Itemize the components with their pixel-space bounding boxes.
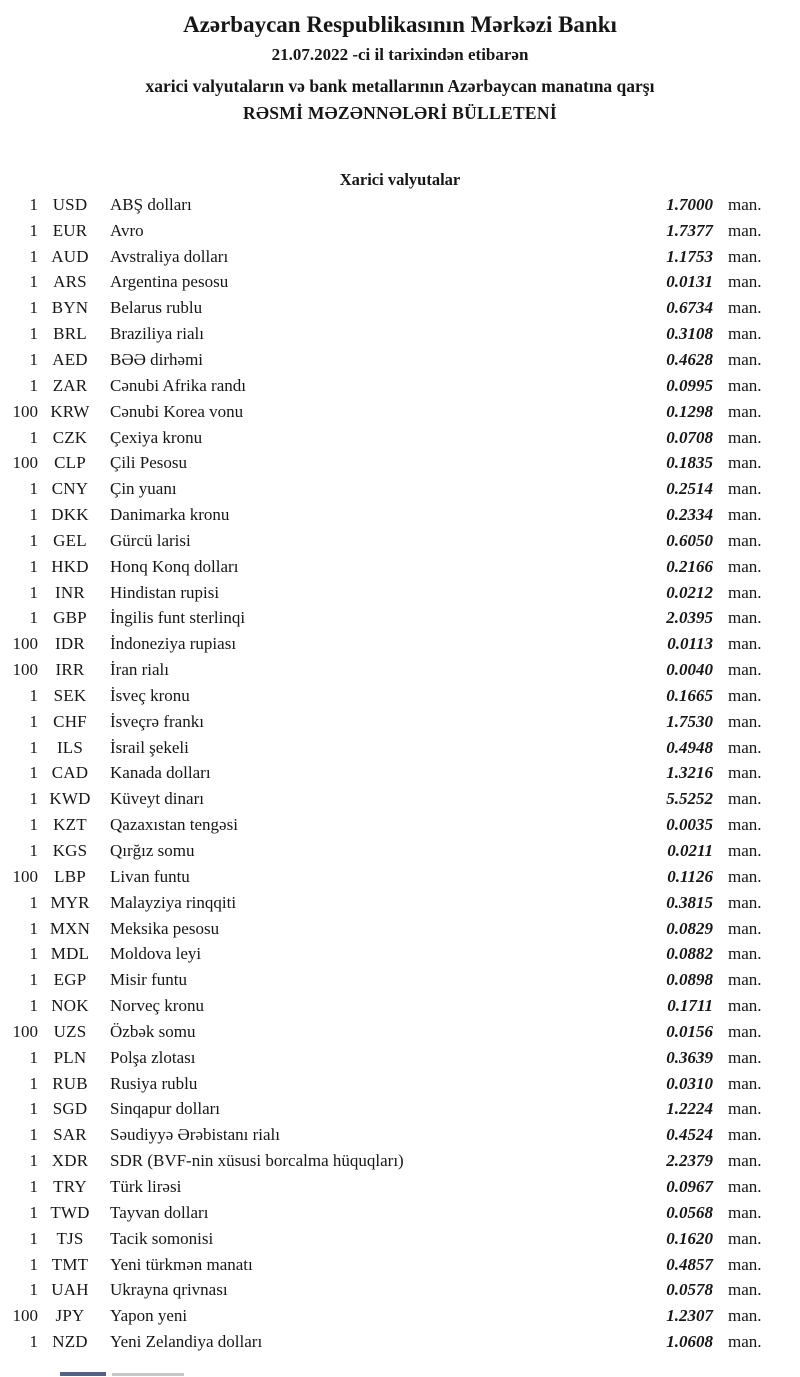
rate-value-cell: 0.6734 (666, 298, 713, 318)
currency-name-cell: Avstraliya dolları (110, 246, 229, 266)
currency-name-cell: SDR (BVF-nin xüsusi borcalma hüquqları) (110, 1151, 404, 1171)
quantity-cell: 1 (29, 1047, 38, 1067)
unit-cell: man. (728, 427, 762, 447)
rate-value-cell: 1.7000 (666, 194, 713, 214)
table-row (0, 1226, 768, 1252)
table-row (0, 244, 768, 270)
quantity-cell: 1 (29, 479, 38, 499)
page-bottom-cutoff-fragment (60, 1372, 106, 1376)
currency-name-cell: Yeni türkmən manatı (110, 1254, 253, 1274)
unit-cell: man. (728, 1073, 762, 1093)
currency-code-cell: EGP (53, 970, 87, 990)
rate-value-cell: 0.3639 (666, 1047, 713, 1067)
table-row (0, 425, 768, 451)
currency-code-cell: CLP (54, 453, 86, 473)
quantity-cell: 1 (29, 1151, 38, 1171)
rate-value-cell: 0.1126 (667, 866, 713, 886)
table-row (0, 967, 768, 993)
section-title-foreign-currencies: Xarici valyutalar (339, 170, 461, 189)
currency-code-cell: AUD (51, 246, 89, 266)
currency-code-cell: KRW (50, 401, 90, 421)
unit-cell: man. (728, 1306, 762, 1326)
unit-cell: man. (728, 194, 762, 214)
rate-value-cell: 0.0212 (666, 582, 713, 602)
currency-name-cell: Meksika pesosu (110, 918, 220, 938)
currency-name-cell: Rusiya rublu (110, 1073, 198, 1093)
currency-name-cell: Çin yuanı (110, 479, 177, 499)
currency-name-cell: Ukrayna qrivnası (110, 1280, 228, 1300)
unit-cell: man. (728, 711, 762, 731)
unit-cell: man. (728, 556, 762, 576)
currency-name-cell: Yeni Zelandiya dolları (110, 1332, 263, 1352)
quantity-cell: 1 (29, 841, 38, 861)
currency-code-cell: MDL (50, 944, 90, 964)
unit-cell: man. (728, 1125, 762, 1145)
unit-cell: man. (728, 1202, 762, 1222)
currency-code-cell: CNY (51, 479, 89, 499)
currency-code-cell: TJS (56, 1228, 84, 1248)
unit-cell: man. (728, 1228, 762, 1248)
currency-code-cell: KGS (52, 841, 88, 861)
rate-value-cell: 0.1835 (666, 453, 713, 473)
rate-value-cell: 0.0310 (666, 1073, 713, 1093)
table-row (0, 450, 768, 476)
table-row (0, 786, 768, 812)
currency-code-cell: SEK (53, 685, 87, 705)
currency-name-cell: Gürcü larisi (110, 530, 191, 550)
table-row (0, 916, 768, 942)
currency-name-cell: Moldova leyi (110, 944, 202, 964)
currency-name-cell: Tayvan dolları (110, 1202, 209, 1222)
currency-code-cell: MYR (50, 892, 90, 912)
unit-cell: man. (728, 453, 762, 473)
rate-value-cell: 1.0608 (666, 1332, 713, 1352)
quantity-cell: 1 (29, 970, 38, 990)
quantity-cell: 1 (29, 918, 38, 938)
currency-code-cell: DKK (51, 505, 89, 525)
currency-code-cell: JPY (55, 1306, 85, 1326)
table-row (0, 1174, 768, 1200)
currency-name-cell: Malayziya rinqqiti (110, 892, 237, 912)
currency-name-cell: İndoneziya rupiası (110, 634, 237, 654)
currency-name-cell: Norveç kronu (110, 996, 204, 1016)
quantity-cell: 1 (29, 1125, 38, 1145)
quantity-cell: 1 (29, 944, 38, 964)
currency-code-cell: GBP (53, 608, 87, 628)
table-row (0, 580, 768, 606)
quantity-cell: 1 (29, 1332, 38, 1352)
unit-cell: man. (728, 220, 762, 240)
unit-cell: man. (728, 970, 762, 990)
currency-name-cell: Özbək somu (110, 1021, 196, 1041)
rate-value-cell: 0.0156 (666, 1021, 713, 1041)
quantity-cell: 1 (29, 246, 38, 266)
rate-value-cell: 0.4948 (666, 737, 713, 757)
table-row (0, 399, 768, 425)
currency-code-cell: SAR (53, 1125, 87, 1145)
unit-cell: man. (728, 996, 762, 1016)
table-row (0, 683, 768, 709)
unit-cell: man. (728, 375, 762, 395)
unit-cell: man. (728, 634, 762, 654)
unit-cell: man. (728, 685, 762, 705)
quantity-cell: 1 (29, 556, 38, 576)
unit-cell: man. (728, 298, 762, 318)
rate-value-cell: 0.6050 (666, 530, 713, 550)
currency-name-cell: Misir funtu (110, 970, 187, 990)
table-row (0, 1097, 768, 1123)
currency-name-cell: Livan funtu (110, 866, 190, 886)
rate-value-cell: 0.0882 (666, 944, 713, 964)
rate-value-cell: 0.0035 (666, 815, 713, 835)
rate-value-cell: 0.2514 (666, 479, 713, 499)
currency-name-cell: ABŞ dolları (110, 194, 192, 214)
currency-code-cell: TWD (50, 1202, 90, 1222)
unit-cell: man. (728, 608, 762, 628)
quantity-cell: 100 (12, 453, 38, 473)
rate-value-cell: 1.7377 (666, 220, 713, 240)
quantity-cell: 100 (12, 634, 38, 654)
table-row (0, 1303, 768, 1329)
currency-name-cell: Kanada dolları (110, 763, 211, 783)
table-row (0, 192, 768, 218)
table-row (0, 502, 768, 528)
currency-code-cell: HKD (51, 556, 89, 576)
currency-code-cell: IRR (55, 660, 85, 680)
unit-cell: man. (728, 1254, 762, 1274)
currency-code-cell: USD (52, 194, 88, 214)
table-row (0, 528, 768, 554)
quantity-cell: 100 (12, 660, 38, 680)
currency-code-cell: EUR (52, 220, 88, 240)
currency-name-cell: Yapon yeni (110, 1306, 188, 1326)
quantity-cell: 1 (29, 349, 38, 369)
table-row (0, 1045, 768, 1071)
table-row (0, 709, 768, 735)
table-row (0, 890, 768, 916)
currency-name-cell: Polşa zlotası (110, 1047, 196, 1067)
currency-code-cell: KZT (53, 815, 87, 835)
unit-cell: man. (728, 660, 762, 680)
currency-code-cell: CAD (51, 763, 89, 783)
rate-value-cell: 0.0829 (666, 918, 713, 938)
bank-title: Azərbaycan Respublikasının Mərkəzi Bankı (183, 12, 617, 37)
unit-cell: man. (728, 866, 762, 886)
currency-name-cell: Çili Pesosu (110, 453, 187, 473)
quantity-cell: 1 (29, 1073, 38, 1093)
quantity-cell: 1 (29, 815, 38, 835)
currency-code-cell: INR (55, 582, 85, 602)
currency-name-cell: Hindistan rupisi (110, 582, 220, 602)
currency-name-cell: Çexiya kronu (110, 427, 203, 447)
quantity-cell: 1 (29, 1228, 38, 1248)
quantity-cell: 1 (29, 220, 38, 240)
currency-code-cell: ARS (53, 272, 87, 292)
currency-code-cell: NOK (51, 996, 89, 1016)
currency-name-cell: Qırğız somu (110, 841, 195, 861)
table-row (0, 218, 768, 244)
rate-value-cell: 0.0211 (667, 841, 713, 861)
currency-name-cell: Qazaxıstan tengəsi (110, 815, 238, 835)
currency-code-cell: ZAR (52, 375, 88, 395)
unit-cell: man. (728, 324, 762, 344)
rate-value-cell: 0.4524 (666, 1125, 713, 1145)
unit-cell: man. (728, 944, 762, 964)
rate-value-cell: 0.0995 (666, 375, 713, 395)
currency-name-cell: Küveyt dinarı (110, 789, 204, 809)
unit-cell: man. (728, 1332, 762, 1352)
unit-cell: man. (728, 1176, 762, 1196)
currency-code-cell: TMT (51, 1254, 89, 1274)
unit-cell: man. (728, 763, 762, 783)
table-row (0, 270, 768, 296)
rate-value-cell: 0.0708 (666, 427, 713, 447)
currency-code-cell: AED (52, 349, 88, 369)
currency-name-cell: Argentina pesosu (110, 272, 229, 292)
currency-name-cell: Cənubi Korea vonu (110, 401, 244, 421)
unit-cell: man. (728, 1021, 762, 1041)
unit-cell: man. (728, 1280, 762, 1300)
currency-code-cell: BYN (51, 298, 89, 318)
unit-cell: man. (728, 505, 762, 525)
table-row (0, 1148, 768, 1174)
currency-name-cell: Səudiyyə Ərəbistanı rialı (110, 1125, 280, 1145)
quantity-cell: 1 (29, 272, 38, 292)
unit-cell: man. (728, 530, 762, 550)
rate-value-cell: 1.3216 (666, 763, 713, 783)
unit-cell: man. (728, 1151, 762, 1171)
table-row (0, 373, 768, 399)
rate-value-cell: 2.0395 (666, 608, 713, 628)
currency-name-cell: Belarus rublu (110, 298, 203, 318)
rate-value-cell: 0.3108 (666, 324, 713, 344)
table-row (0, 1019, 768, 1045)
currency-name-cell: Avro (110, 220, 144, 240)
unit-cell: man. (728, 479, 762, 499)
unit-cell: man. (728, 737, 762, 757)
quantity-cell: 100 (12, 1021, 38, 1041)
table-row (0, 347, 768, 373)
quantity-cell: 100 (12, 866, 38, 886)
quantity-cell: 1 (29, 685, 38, 705)
rate-value-cell: 0.4857 (666, 1254, 713, 1274)
currency-name-cell: BƏƏ dirhəmi (110, 349, 204, 369)
currency-name-cell: İsveç kronu (110, 685, 190, 705)
rate-value-cell: 0.3815 (666, 892, 713, 912)
unit-cell: man. (728, 349, 762, 369)
rate-value-cell: 0.0578 (666, 1280, 713, 1300)
table-row (0, 1200, 768, 1226)
quantity-cell: 100 (12, 1306, 38, 1326)
table-row (0, 1329, 768, 1355)
rate-value-cell: 0.0113 (667, 634, 713, 654)
table-row (0, 657, 768, 683)
quantity-cell: 1 (29, 194, 38, 214)
quantity-cell: 1 (29, 737, 38, 757)
quantity-cell: 1 (29, 892, 38, 912)
currency-code-cell: BRL (53, 324, 87, 344)
table-row (0, 476, 768, 502)
table-row (0, 761, 768, 787)
currency-code-cell: UZS (53, 1021, 87, 1041)
table-row (0, 295, 768, 321)
currency-code-cell: LBP (54, 866, 86, 886)
quantity-cell: 1 (29, 608, 38, 628)
rate-value-cell: 0.1298 (666, 401, 713, 421)
rate-value-cell: 0.1665 (666, 685, 713, 705)
currency-code-cell: GEL (53, 530, 87, 550)
quantity-cell: 1 (29, 427, 38, 447)
currency-code-cell: XDR (51, 1151, 89, 1171)
unit-cell: man. (728, 272, 762, 292)
rate-value-cell: 1.2224 (666, 1099, 713, 1119)
currency-name-cell: Braziliya rialı (110, 324, 204, 344)
quantity-cell: 1 (29, 1202, 38, 1222)
unit-cell: man. (728, 401, 762, 421)
table-row (0, 1071, 768, 1097)
currency-code-cell: SGD (52, 1099, 88, 1119)
currency-code-cell: MXN (49, 918, 91, 938)
currency-code-cell: CHF (53, 711, 87, 731)
currency-code-cell: IDR (55, 634, 85, 654)
currency-name-cell: Danimarka kronu (110, 505, 230, 525)
rate-value-cell: 0.2166 (666, 556, 713, 576)
table-row (0, 838, 768, 864)
currency-code-cell: KWD (49, 789, 91, 809)
currency-name-cell: Sinqapur dolları (110, 1099, 221, 1119)
rate-value-cell: 0.0131 (666, 272, 713, 292)
quantity-cell: 1 (29, 505, 38, 525)
rate-value-cell: 0.2334 (666, 505, 713, 525)
quantity-cell: 1 (29, 298, 38, 318)
quantity-cell: 1 (29, 1176, 38, 1196)
rate-value-cell: 0.4628 (666, 349, 713, 369)
quantity-cell: 1 (29, 711, 38, 731)
currency-code-cell: NZD (52, 1332, 88, 1352)
quantity-cell: 100 (12, 401, 38, 421)
currency-code-cell: RUB (52, 1073, 88, 1093)
table-row (0, 812, 768, 838)
rate-value-cell: 2.2379 (666, 1151, 713, 1171)
currency-rates-table (0, 192, 800, 1355)
rate-value-cell: 1.2307 (666, 1306, 713, 1326)
quantity-cell: 1 (29, 530, 38, 550)
unit-cell: man. (728, 815, 762, 835)
unit-cell: man. (728, 918, 762, 938)
rate-value-cell: 0.0568 (666, 1202, 713, 1222)
currency-name-cell: İran rialı (110, 660, 169, 680)
currency-code-cell: ILS (56, 737, 84, 757)
rate-value-cell: 0.0898 (666, 970, 713, 990)
page-bottom-cutoff-fragment (112, 1373, 184, 1376)
currency-name-cell: İsrail şekeli (110, 737, 189, 757)
unit-cell: man. (728, 841, 762, 861)
unit-cell: man. (728, 1047, 762, 1067)
table-row (0, 864, 768, 890)
scope-line: xarici valyutaların və bank metallarının Azərbaycan manatına qarşı (145, 76, 655, 96)
quantity-cell: 1 (29, 1280, 38, 1300)
table-row (0, 941, 768, 967)
rate-value-cell: 0.0040 (666, 660, 713, 680)
document-header (0, 11, 800, 124)
rate-value-cell: 1.1753 (666, 246, 713, 266)
currency-name-cell: İngilis funt sterlinqi (110, 608, 246, 628)
quantity-cell: 1 (29, 763, 38, 783)
unit-cell: man. (728, 892, 762, 912)
quantity-cell: 1 (29, 1254, 38, 1274)
rate-value-cell: 1.7530 (666, 711, 713, 731)
rate-value-cell: 0.1620 (666, 1228, 713, 1248)
currency-code-cell: TRY (53, 1176, 87, 1196)
quantity-cell: 1 (29, 996, 38, 1016)
table-row (0, 1122, 768, 1148)
currency-name-cell: Tacik somonisi (110, 1228, 214, 1248)
table-row (0, 554, 768, 580)
currency-code-cell: PLN (53, 1047, 87, 1067)
table-row (0, 735, 768, 761)
table-row (0, 993, 768, 1019)
unit-cell: man. (728, 582, 762, 602)
bulletin-title-line: RƏSMİ MƏZƏNNƏLƏRİ BÜLLETENİ (243, 103, 557, 123)
rate-value-cell: 0.1711 (667, 996, 713, 1016)
quantity-cell: 1 (29, 375, 38, 395)
table-row (0, 631, 768, 657)
table-row (0, 321, 768, 347)
unit-cell: man. (728, 246, 762, 266)
quantity-cell: 1 (29, 324, 38, 344)
currency-name-cell: Türk lirəsi (110, 1176, 182, 1196)
unit-cell: man. (728, 1099, 762, 1119)
rate-value-cell: 0.0967 (666, 1176, 713, 1196)
table-row (0, 1277, 768, 1303)
currency-name-cell: Cənubi Afrika randı (110, 375, 246, 395)
quantity-cell: 1 (29, 1099, 38, 1119)
currency-name-cell: Honq Konq dolları (110, 556, 239, 576)
table-row (0, 1252, 768, 1278)
currency-code-cell: UAH (51, 1280, 89, 1300)
currency-code-cell: CZK (52, 427, 88, 447)
quantity-cell: 1 (29, 789, 38, 809)
unit-cell: man. (728, 789, 762, 809)
effective-date-line: 21.07.2022 -ci il tarixindən etibarən (271, 45, 529, 64)
quantity-cell: 1 (29, 582, 38, 602)
rate-value-cell: 5.5252 (666, 789, 713, 809)
table-row (0, 606, 768, 632)
currency-name-cell: İsveçrə frankı (110, 711, 204, 731)
